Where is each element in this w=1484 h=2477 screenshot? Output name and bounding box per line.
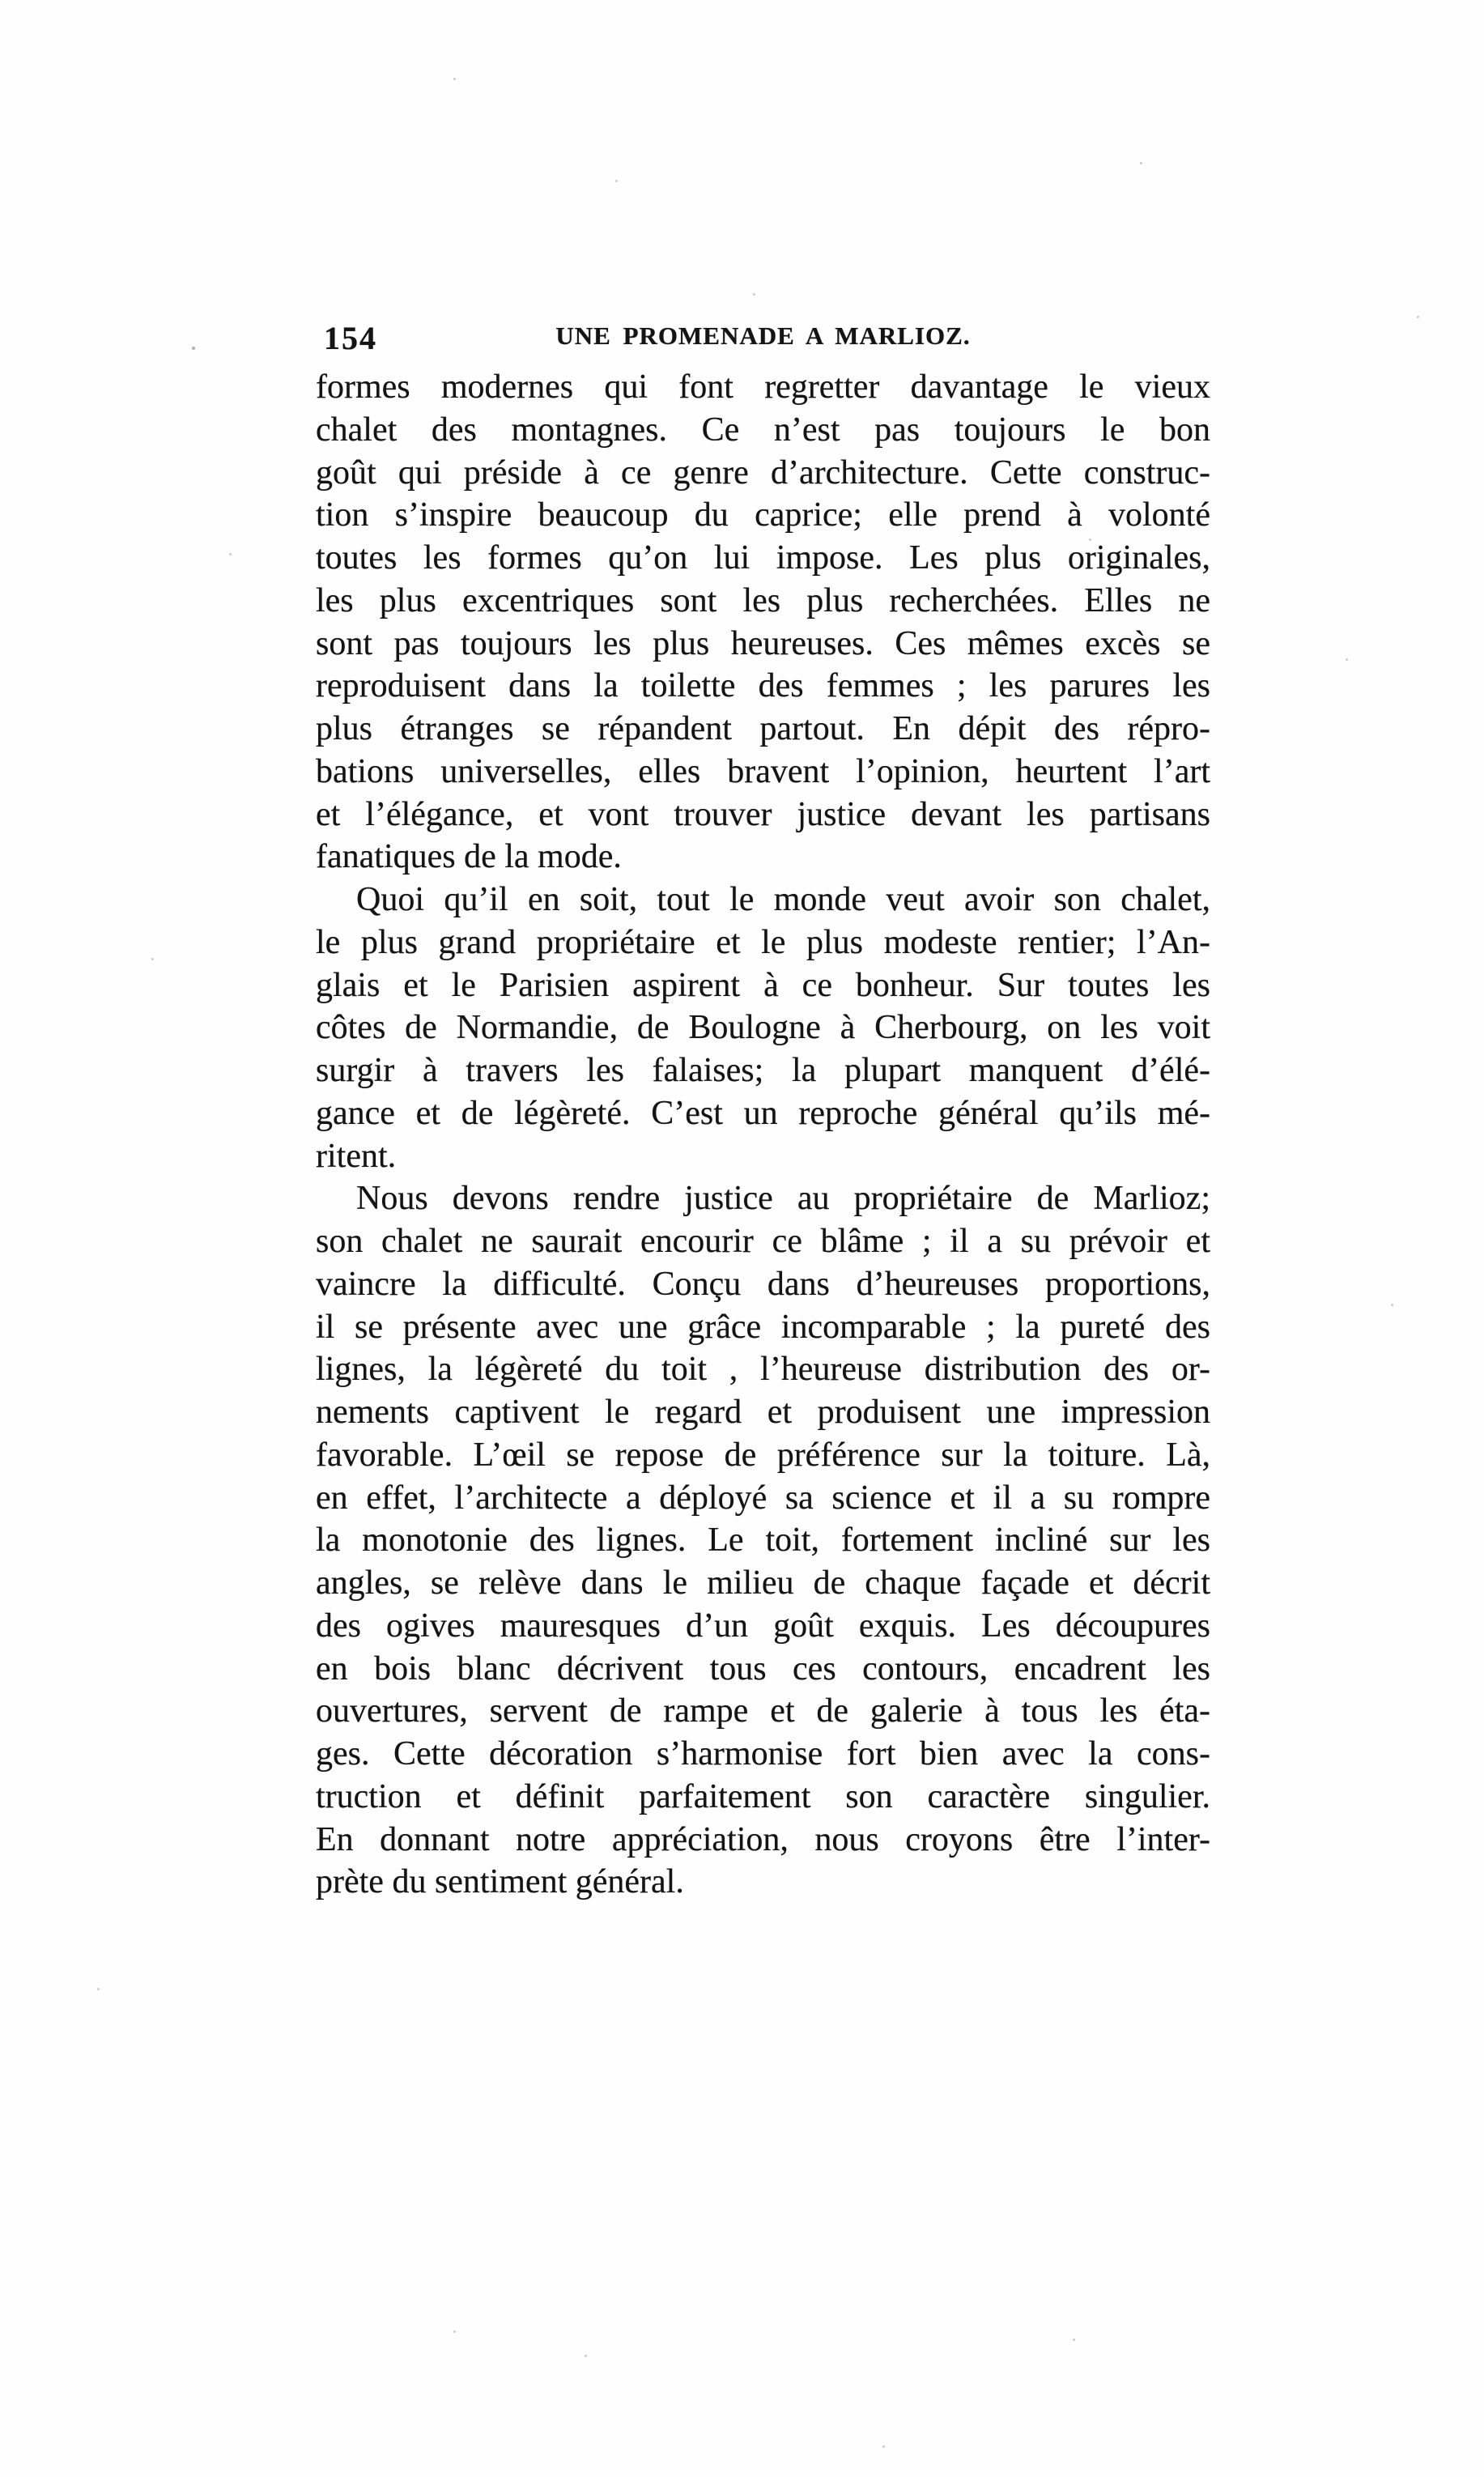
text-line: prète du sentiment général. [316, 1863, 684, 1901]
page-header [316, 319, 1210, 355]
text-line: truction et définit parfaitement son caractère singulier. [316, 1777, 1210, 1815]
scan-speck [585, 2355, 587, 2357]
page-number: 154 [324, 320, 377, 356]
text-line: côtes de Normandie, de Boulogne à Cherbourg, on les voit [316, 1009, 1210, 1047]
scan-speck [1073, 2339, 1075, 2341]
text-line: bations universelles, elles bravent l’opinion, heurtent l’art [316, 752, 1210, 790]
text-line: vaincre la difficulté. Conçu dans d’heureuses proportions, [316, 1265, 1210, 1303]
text-line: surgir à travers les falaises; la plupart manquent d’élé- [316, 1052, 1210, 1089]
text-line: chalet des montagnes. Ce n’est pas toujours le bon [316, 411, 1210, 449]
text-line: goût qui préside à ce genre d’architecture. Cette construc- [316, 453, 1210, 492]
scan-speck [453, 78, 456, 80]
body-text [316, 366, 1210, 1904]
text-line: sont pas toujours les plus heureuses. Ces mêmes excès se [316, 624, 1210, 662]
text-line: formes modernes qui font regretter davantage le vieux [316, 368, 1210, 406]
scan-speck [453, 2330, 456, 2333]
text-line: fanatiques de la mode. [316, 838, 622, 876]
text-line: nements captivent le regard et produisent une impression [316, 1394, 1210, 1431]
scan-speck [229, 553, 232, 555]
scan-speck [882, 2445, 885, 2448]
scan-speck [1089, 538, 1091, 541]
text-line: gance et de légèreté. C’est un reproche général qu’ils mé- [316, 1094, 1210, 1132]
scan-speck [753, 293, 755, 296]
text-line: ouvertures, servent de rampe et de galerie à tous les éta- [316, 1692, 1210, 1730]
scan-speck [615, 180, 618, 182]
text-line: angles, se relève dans le milieu de chaque façade et décrit [316, 1564, 1210, 1602]
running-title: UNE PROMENADE A MARLIOZ. [555, 321, 971, 350]
scan-speck [1391, 1304, 1393, 1306]
text-line: les plus excentriques sont les plus recherchées. Elles ne [316, 581, 1210, 619]
text-line: toutes les formes qu’on lui impose. Les plus originales, [316, 539, 1210, 577]
text-line: ritent. [316, 1137, 397, 1175]
text-line: son chalet ne saurait encourir ce blâme ; il a su prévoir et [316, 1223, 1210, 1260]
text-line: il se présente avec une grâce incomparable ; la pureté des [316, 1308, 1210, 1346]
text-line: des ogives mauresques d’un goût exquis. Les découpures [316, 1607, 1210, 1645]
text-line: Quoi qu’il en soit, tout le monde veut avoir son chalet, [356, 881, 1210, 918]
scan-speck [1140, 162, 1142, 164]
text-line: glais et le Parisien aspirent à ce bonheur. Sur toutes les [316, 966, 1210, 1004]
text-line: en bois blanc décrivent tous ces contours, encadrent les [316, 1649, 1210, 1688]
scan-speck [1346, 658, 1348, 661]
text-line: favorable. L’œil se repose de préférence sur la toiture. Là, [316, 1436, 1210, 1474]
text-line: reproduisent dans la toilette des femmes ; les parures les [316, 667, 1210, 705]
text-line: la monotonie des lignes. Le toit, fortement incliné sur les [316, 1522, 1210, 1560]
scan-speck [151, 958, 154, 960]
text-line: et l’élégance, et vont trouver justice devant les partisans [316, 795, 1210, 833]
scan-speck [192, 347, 195, 350]
text-line: tion s’inspire beaucoup du caprice; elle prend à volonté [316, 496, 1210, 534]
text-line: plus étranges se répandent partout. En dépit des répro- [316, 710, 1210, 747]
scan-speck [1417, 316, 1419, 318]
text-line: Nous devons rendre justice au propriétaire de Marlioz; [356, 1180, 1210, 1218]
text-line: lignes, la légèreté du toit , l’heureuse distribution des or- [316, 1351, 1210, 1389]
text-line: ges. Cette décoration s’harmonise fort bien avec la cons- [316, 1735, 1210, 1773]
text-line: En donnant notre appréciation, nous croyons être l’inter- [316, 1820, 1210, 1858]
text-line: le plus grand propriétaire et le plus modeste rentier; l’An- [316, 923, 1210, 961]
scan-speck [97, 1988, 100, 1990]
text-line: en effet, l’architecte a déployé sa science et il a su rompre [316, 1479, 1210, 1517]
